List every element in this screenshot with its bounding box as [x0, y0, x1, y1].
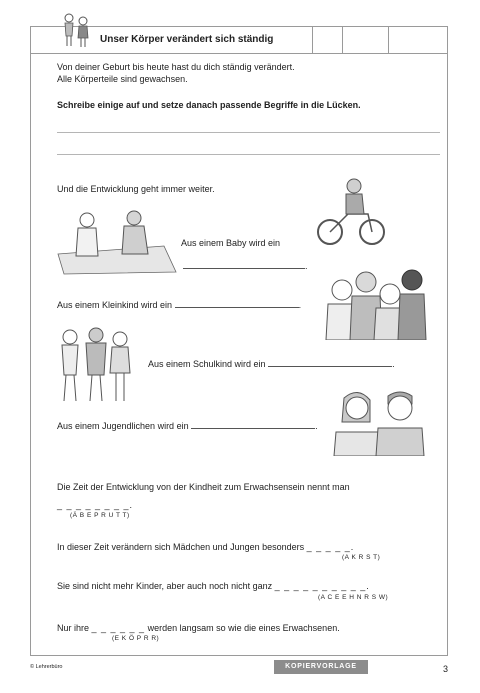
question-1: Die Zeit der Entwicklung von der Kindheit zum Erwachsensein nennt man	[57, 482, 350, 492]
question-2-blanks[interactable]: _ _ _ _ _	[306, 542, 351, 552]
kids-logo-icon	[60, 12, 94, 50]
period: .	[350, 542, 354, 552]
teen-label: Aus einem Jugendlichen wird ein	[57, 421, 189, 431]
babies-on-blanket-illustration	[54, 206, 178, 276]
child-on-bicycle-illustration	[316, 176, 388, 248]
task-instruction: Schreibe einige auf und setze danach passende Begriffe in die Lücken.	[57, 100, 361, 110]
kopiervorlage-badge: KOPIERVORLAGE	[274, 660, 368, 674]
teen-sentence	[57, 419, 318, 432]
period: .	[366, 581, 369, 591]
header-divider	[388, 26, 389, 54]
question-2-text: In dieser Zeit verändern sich Mädchen und Jungen besonders	[57, 542, 305, 552]
baby-sentence: Aus einem Baby wird ein	[181, 238, 281, 248]
baby-answer-blank[interactable]	[183, 259, 305, 269]
question-1-hint: (Ä B E P R U T T)	[70, 512, 130, 519]
question-3-hint: (A C E E H N R S W)	[318, 594, 389, 601]
page-title: Unser Körper verändert sich ständig	[100, 34, 274, 45]
children-group-illustration	[322, 264, 428, 340]
question-3-blanks[interactable]: _ _ _ _ _ _ _ _ _ _	[274, 581, 367, 591]
period: .	[315, 421, 318, 431]
intro-line-1: Von deiner Geburt bis heute hast du dich ständig verändert.	[57, 62, 295, 72]
question-4	[57, 622, 340, 634]
page-number: 3	[443, 664, 449, 674]
teen-answer-blank[interactable]	[191, 419, 315, 429]
question-4-end: werden langsam so wie die eines Erwachsenen.	[147, 623, 340, 633]
toddler-label: Aus einem Kleinkind wird ein	[57, 300, 173, 310]
schoolkids-illustration	[56, 325, 136, 403]
schoolchild-label: Aus einem Schulkind wird ein	[148, 359, 266, 369]
writing-line[interactable]	[57, 154, 440, 155]
question-3-text: Sie sind nicht mehr Kinder, aber auch noch nicht ganz	[57, 581, 273, 591]
question-1-blanks[interactable]: _ _ _ _ _ _ _ _	[57, 500, 130, 510]
question-1-answer[interactable]	[57, 499, 133, 511]
header-divider	[342, 26, 343, 54]
question-4-start: Nur ihre	[57, 623, 90, 633]
intro-line-2: Alle Körperteile sind gewachsen.	[57, 74, 188, 84]
question-2-hint: (A K R S T)	[342, 554, 381, 561]
writing-line[interactable]	[57, 132, 440, 133]
development-lead: Und die Entwicklung geht immer weiter.	[57, 184, 215, 194]
baby-answer-row	[183, 256, 308, 274]
period: .	[298, 300, 302, 310]
header-divider	[312, 26, 313, 54]
period: .	[129, 500, 134, 510]
question-4-hint: (E K Ö P R R)	[112, 635, 160, 642]
question-3	[57, 580, 369, 592]
question-4-blanks[interactable]: _ _ _ _ _ _	[91, 623, 146, 633]
copyright: © Lehrerbüro	[30, 664, 63, 670]
period: .	[392, 359, 395, 369]
toddler-answer-blank[interactable]	[175, 298, 299, 308]
toddler-sentence	[57, 298, 301, 311]
schoolchild-answer-blank[interactable]	[268, 357, 392, 367]
schoolchild-sentence	[148, 357, 395, 370]
period: .	[305, 261, 308, 271]
adults-illustration	[330, 386, 426, 456]
question-2	[57, 541, 353, 553]
